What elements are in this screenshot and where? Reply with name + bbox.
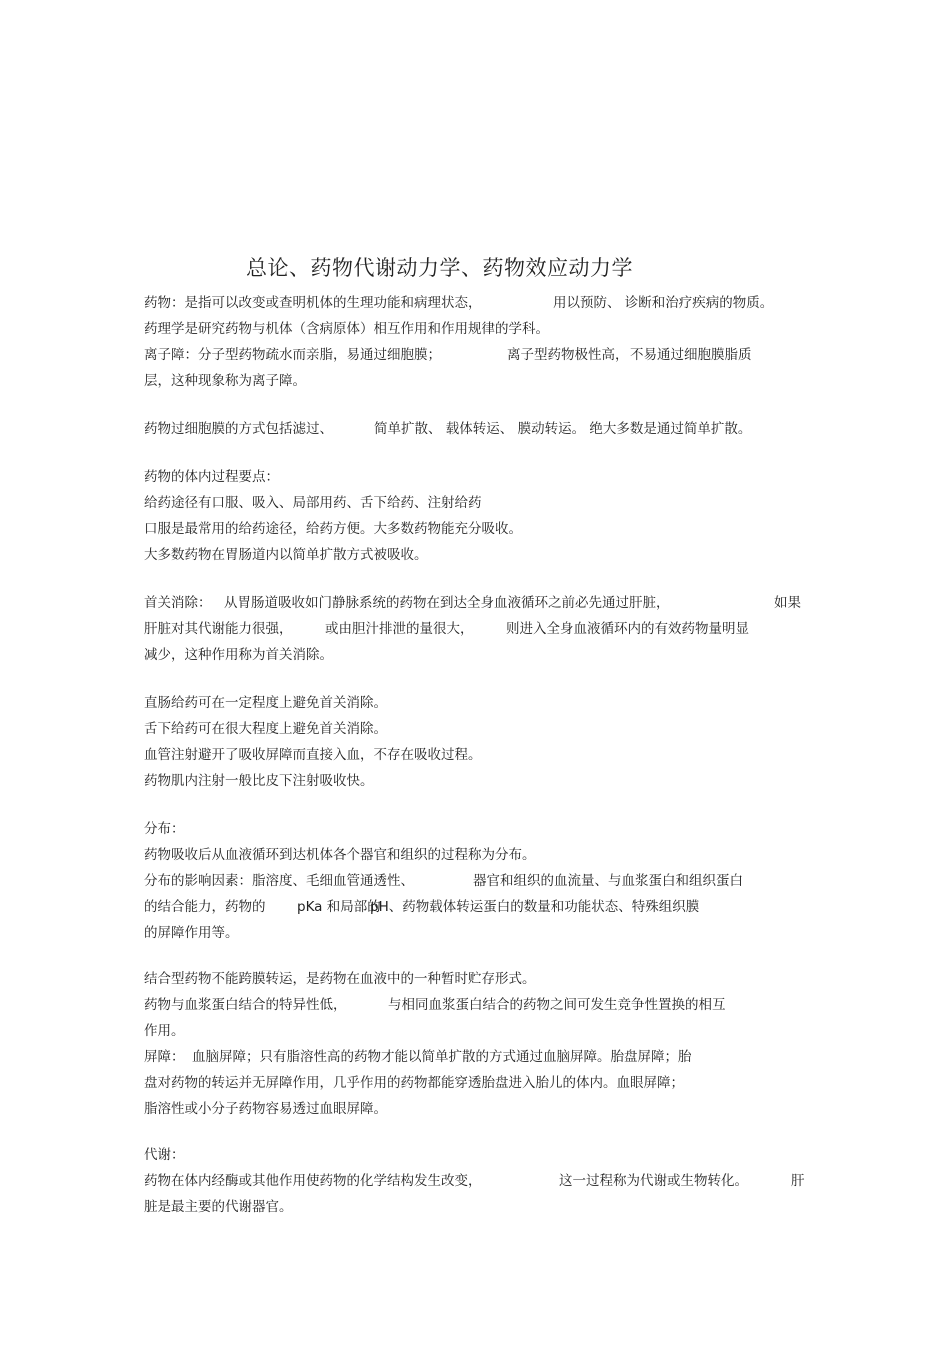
text-line: [144, 1100, 824, 1118]
text-segment: 减少，这种作用称为首关消除。: [144, 647, 333, 663]
text-line: [144, 646, 824, 664]
text-line: [144, 372, 824, 390]
text-segment: 给药途径有口服、吸入、局部用药、舌下给药、注射给药: [144, 495, 482, 511]
text-segment: 作用。: [144, 1023, 185, 1039]
text-line: [144, 1074, 824, 1092]
text-segment: 或由胆汁排泄的量很大，: [325, 621, 474, 637]
text-line: [144, 1146, 824, 1164]
text-line: [144, 494, 824, 512]
text-segment: 屏障：: [144, 1049, 185, 1065]
text-line: [144, 996, 824, 1014]
text-segment: 药理学是研究药物与机体（含病原体）相互作用和作用规律的学科。: [144, 321, 549, 337]
text-line: [144, 520, 824, 538]
text-segment: 离子型药物极性高，: [507, 347, 629, 363]
text-line: [144, 924, 824, 942]
text-line: [144, 898, 824, 916]
text-segment: 药物：是指可以改变或查明机体的生理功能和病理状态，: [144, 295, 482, 311]
text-segment: 药物与血浆蛋白结合的特异性低，: [144, 997, 347, 1013]
text-segment: 器官和组织的血流量、与血浆蛋白和组织蛋白: [473, 873, 743, 889]
document-title: 总论、药物代谢动力学、药物效应动力学: [246, 256, 633, 280]
text-segment: 结合型药物不能跨膜转运，是药物在血液中的一种暂时贮存形式。: [144, 971, 536, 987]
text-segment: 离子障：分子型药物疏水而亲脂，易通过细胞膜；: [144, 347, 441, 363]
text-line: [144, 970, 824, 988]
text-segment: 首关消除：: [144, 595, 212, 611]
text-segment: 盘对药物的转运并无屏障作用，几乎作用的药物都能穿透胎盘进入胎儿的体内。血眼屏障；: [144, 1075, 684, 1091]
text-line: [144, 320, 824, 338]
text-segment: 这一过程称为代谢或生物转化。: [559, 1173, 748, 1189]
text-segment: 血脑屏障；只有脂溶性高的药物才能以简单扩散的方式通过血脑屏障。胎盘屏障；胎: [192, 1049, 692, 1065]
text-segment: 肝脏对其代谢能力很强，: [144, 621, 293, 637]
text-segment: 分布：: [144, 821, 185, 837]
text-segment: 大多数药物在胃肠道内以简单扩散方式被吸收。: [144, 547, 428, 563]
text-segment: 药物吸收后从血液循环到达机体各个器官和组织的过程称为分布。: [144, 847, 536, 863]
text-segment: 血管注射避开了吸收屏障而直接入血，不存在吸收过程。: [144, 747, 482, 763]
text-segment: 代谢：: [144, 1147, 185, 1163]
text-segment: 直肠给药可在一定程度上避免首关消除。: [144, 695, 387, 711]
text-segment: 肝: [791, 1173, 805, 1189]
text-segment: 层，这种现象称为离子障。: [144, 373, 306, 389]
text-line: [144, 872, 824, 890]
text-segment: 口服是最常用的给药途径，给药方便。大多数药物能充分吸收。: [144, 521, 522, 537]
text-line: [144, 820, 824, 838]
text-line: [144, 1198, 824, 1216]
text-segment: 药物肌内注射一般比皮下注射吸收快。: [144, 773, 374, 789]
text-segment: 用以预防、 诊断和治疗疾病的物质。: [553, 295, 774, 311]
text-line: [144, 468, 824, 486]
text-segment: 与相同血浆蛋白结合的药物之间可发生竞争性置换的相互: [388, 997, 726, 1013]
text-line: [144, 720, 824, 738]
text-line: [144, 772, 824, 790]
text-line: [144, 294, 824, 312]
text-segment: 药物的体内过程要点：: [144, 469, 279, 485]
text-segment: 简单扩散、 载体转运、 膜动转运。 绝大多数是通过简单扩散。: [374, 421, 752, 437]
text-segment: 不易通过细胞膜脂质: [630, 347, 752, 363]
text-line: [144, 346, 824, 364]
text-segment: 药物在体内经酶或其他作用使药物的化学结构发生改变，: [144, 1173, 482, 1189]
text-line: [144, 1172, 824, 1190]
text-line: [144, 746, 824, 764]
text-line: [144, 546, 824, 564]
text-line: [144, 1048, 824, 1066]
text-segment: 如果: [774, 595, 801, 611]
text-segment: 舌下给药可在很大程度上避免首关消除。: [144, 721, 387, 737]
text-segment: 从胃肠道吸收如门静脉系统的药物在到达全身血液循环之前必先通过肝脏，: [224, 595, 670, 611]
text-line: [144, 620, 824, 638]
text-segment: 分布的影响因素：脂溶度、毛细血管通透性、: [144, 873, 414, 889]
text-line: [144, 420, 824, 438]
text-segment: 脂溶性或小分子药物容易透过血眼屏障。: [144, 1101, 387, 1117]
text-line: [144, 694, 824, 712]
text-line: [144, 846, 824, 864]
text-line: [144, 1022, 824, 1040]
text-segment: 脏是最主要的代谢器官。: [144, 1199, 293, 1215]
text-segment: 则进入全身血液循环内的有效药物量明显: [506, 621, 749, 637]
text-line: [144, 594, 824, 612]
text-segment: pKa 和局部的: [297, 899, 381, 915]
text-segment: 的屏障作用等。: [144, 925, 239, 941]
text-segment: 的结合能力，药物的: [144, 899, 266, 915]
text-segment: pH、药物载体转运蛋白的数量和功能状态、特殊组织膜: [370, 899, 700, 915]
text-segment: 药物过细胞膜的方式包括滤过、: [144, 421, 333, 437]
